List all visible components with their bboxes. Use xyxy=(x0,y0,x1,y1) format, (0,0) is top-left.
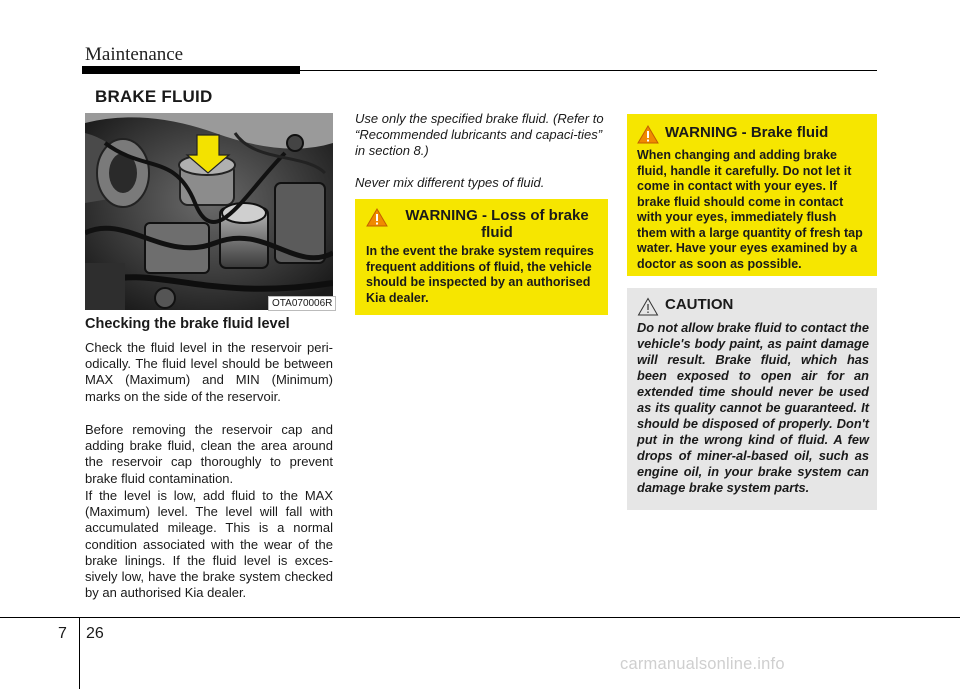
photo-caption: OTA070006R xyxy=(268,296,336,311)
warning-topic: Loss of brake fluid xyxy=(481,207,589,241)
footer-rule xyxy=(0,617,960,618)
chapter-header-title: Maintenance xyxy=(85,44,184,65)
check-paragraph-2: Before removing the reservoir cap and adding brake fluid, clean the area around the reservoir cap thoroughly to prevent brake fluid contamination. xyxy=(85,422,333,486)
no-mixing-note: Never mix different types of fluid. xyxy=(355,175,545,190)
specified-fluid-note: Use only the specified brake fluid. (Refer to “Recommended lubricants and capaci-ties” in section 8.) xyxy=(355,111,604,158)
section-title: BRAKE FLUID xyxy=(95,87,213,106)
warning-loss-of-fluid-box xyxy=(355,199,608,315)
engine-bay-illustration xyxy=(85,113,333,310)
warning-topic: Brake fluid xyxy=(750,124,829,141)
warning-label: WARNING - xyxy=(405,207,492,224)
warning-loss-title xyxy=(394,207,600,241)
warning-brake-fluid-body: When changing and adding brake fluid, handle it carefully. Do not let it come in contact with your eyes. If brake fluid should come in contact with your eyes, immediately flush them with a large quantity of fresh tap water. Have your eyes examined by a doctor as soon as possible. xyxy=(637,148,863,271)
warning-label: WARNING - xyxy=(665,124,751,141)
engine-bay-photo xyxy=(85,113,333,310)
check-paragraph-3: If the level is low, add fluid to the MAX (Maximum) level. The level will fall with accumulated mileage. This is a normal condition associated with the wear of the brake linings. If the fluid level is exces-sively low, have the brake system checked by an authorised Kia dealer. xyxy=(85,488,333,601)
warning-triangle-icon xyxy=(366,208,388,227)
caution-body: Do not allow brake fluid to contact the vehicle's body paint, as paint damage will result. Brake fluid, which has been exposed to open air for an extended time should never be used as its quality cannot be guaranteed. It should be disposed of properly. Don't put in the wrong kind of fluid. A few drops of miner-al-based oil, such as engine oil, in your brake system can damage brake system parts. xyxy=(637,320,869,495)
warning-loss-body: In the event the brake system requires frequent additions of fluid, the vehicle should be inspected by an authorised Kia dealer. xyxy=(366,244,594,305)
caution-box xyxy=(627,288,877,510)
footer-divider xyxy=(79,617,80,689)
check-paragraph-1: Check the fluid level in the reservoir peri-odically. The fluid level should be between MAX (Maximum) and MIN (Minimum) marks on the side of the reservoir. xyxy=(85,340,333,404)
caution-triangle-icon xyxy=(637,297,659,316)
warning-brake-fluid-box xyxy=(627,114,877,276)
chapter-number: 7 xyxy=(58,625,67,642)
page-number: 26 xyxy=(86,625,104,642)
warning-triangle-icon xyxy=(637,125,659,144)
checking-heading: Checking the brake fluid level xyxy=(85,316,290,332)
header-thin-rule xyxy=(300,70,877,71)
header-thick-rule xyxy=(82,66,300,74)
warning-brake-fluid-title xyxy=(665,124,828,141)
site-watermark: carmanualsonline.info xyxy=(620,655,785,673)
caution-title: CAUTION xyxy=(665,296,734,313)
